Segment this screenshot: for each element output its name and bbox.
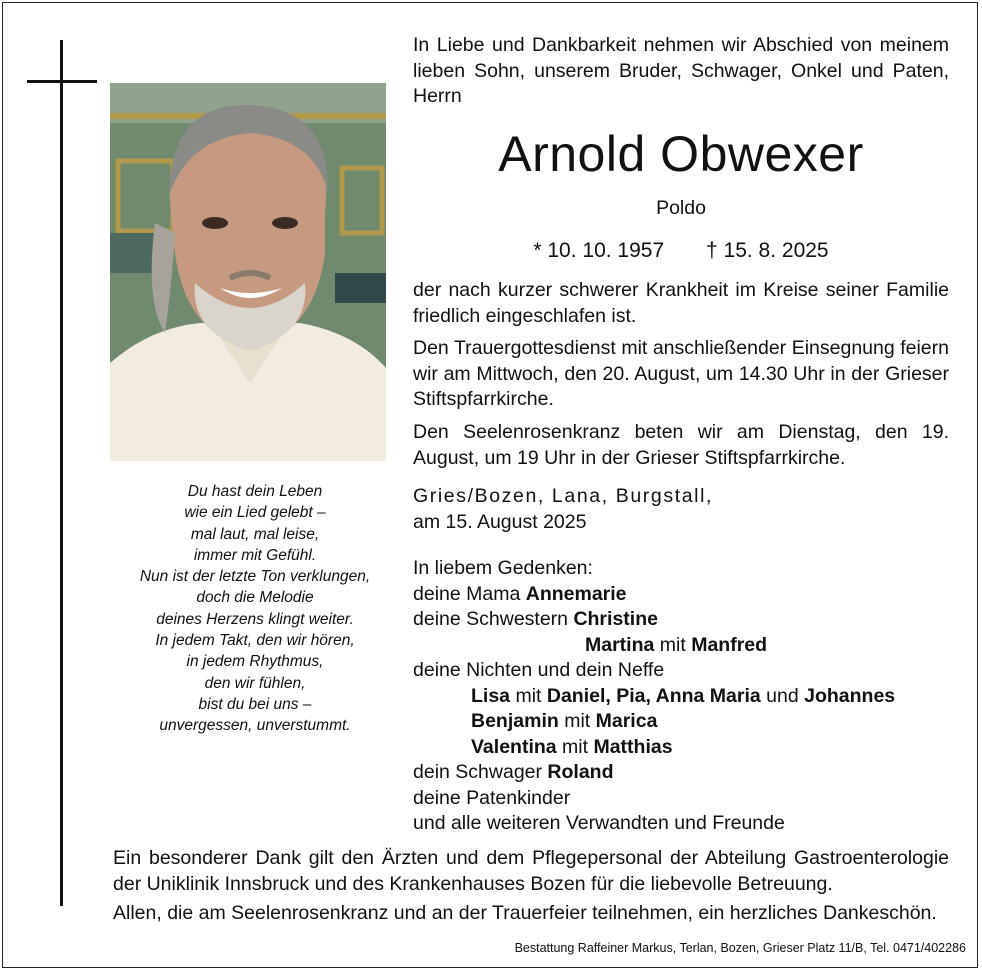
death-date: † 15. 8. 2025 (706, 239, 829, 262)
mourners-list (413, 556, 953, 837)
date-line: am 15. August 2025 (413, 510, 587, 533)
poem-line: den wir fühlen, (204, 674, 306, 692)
poem-line: bist du bei uns – (198, 695, 312, 713)
list-item: Lisa mit Daniel, Pia, Anna Maria und Johannes (471, 684, 896, 707)
life-dates (413, 238, 949, 264)
thanks-section (113, 846, 949, 927)
rosary-text: Den Seelenrosenkranz beten wir am Dienstag, den 19. August, um 19 Uhr in der Grieser Stiftspfarrkirche. (413, 421, 949, 469)
deceased-name: Arnold Obwexer (498, 126, 864, 182)
intro-text: In Liebe und Dankbarkeit nehmen wir Abschied von meinem lieben Sohn, unserem Bruder, Schwager, Onkel und Paten, Herrn (413, 34, 949, 107)
list-item: deine Mama Annemarie (413, 582, 627, 605)
poem-line: unvergessen, unverstummt. (159, 717, 351, 735)
birth-date: * 10. 10. 1957 (533, 239, 665, 262)
portrait-photo (110, 83, 386, 461)
poem-line: In jedem Takt, den wir hören, (155, 632, 355, 650)
passing-text: der nach kurzer schwerer Krankheit im Kreise seiner Familie friedlich eingeschlafen ist. (413, 279, 949, 327)
poem (105, 481, 405, 737)
funeral-text: Den Trauergottesdienst mit anschließender Einsegnung feiern wir am Mittwoch, den 20. August, um 14.30 Uhr in der Grieser Stiftspfarrkirche. (413, 337, 949, 410)
list-item: Benjamin mit Marica (471, 710, 658, 732)
list-item: deine Nichten und dein Neffe (413, 659, 665, 681)
thanks-attendees: Allen, die am Seelenrosenkranz und an der Trauerfeier teilnehmen, ein herzliches Dankeschön. (113, 902, 937, 924)
cross-icon (60, 40, 63, 906)
poem-line: deines Herzens klingt weiter. (156, 610, 354, 628)
list-item: Martina mit Manfred (585, 633, 768, 656)
list-item: deine Schwestern Christine (413, 608, 658, 630)
poem-line: immer mit Gefühl. (193, 546, 317, 564)
thanks-doctors: Ein besonderer Dank gilt den Ärzten und dem Pflegepersonal der Abteilung Gastroenterologie der Uniklinik Innsbruck und des Krankenhauses Bozen für die liebevolle Betreuung. (113, 847, 949, 895)
poem-line: wie ein Lied gelebt – (184, 504, 326, 522)
nickname: Poldo (656, 197, 706, 219)
poem-line: mal laut, mal leise, (190, 525, 320, 543)
cross-icon-bar (27, 80, 97, 83)
list-item: und alle weiteren Verwandten und Freunde (413, 812, 785, 834)
list-item: deine Patenkinder (413, 786, 571, 809)
list-item: Valentina mit Matthias (471, 735, 673, 758)
poem-line: in jedem Rhythmus, (186, 653, 324, 671)
list-item: dein Schwager Roland (413, 761, 614, 783)
place-line: Gries/Bozen, Lana, Burgstall, (413, 485, 714, 507)
poem-line: Nun ist der letzte Ton verklungen, (139, 568, 371, 586)
undertaker-footer: Bestattung Raffeiner Markus, Terlan, Bozen, Grieser Platz 11/B, Tel. 0471/402286 (514, 941, 966, 955)
place-date (413, 484, 713, 535)
mourners-heading: In liebem Gedenken: (413, 557, 593, 579)
poem-line: doch die Melodie (196, 589, 314, 607)
poem-line: Du hast dein Leben (187, 483, 323, 500)
